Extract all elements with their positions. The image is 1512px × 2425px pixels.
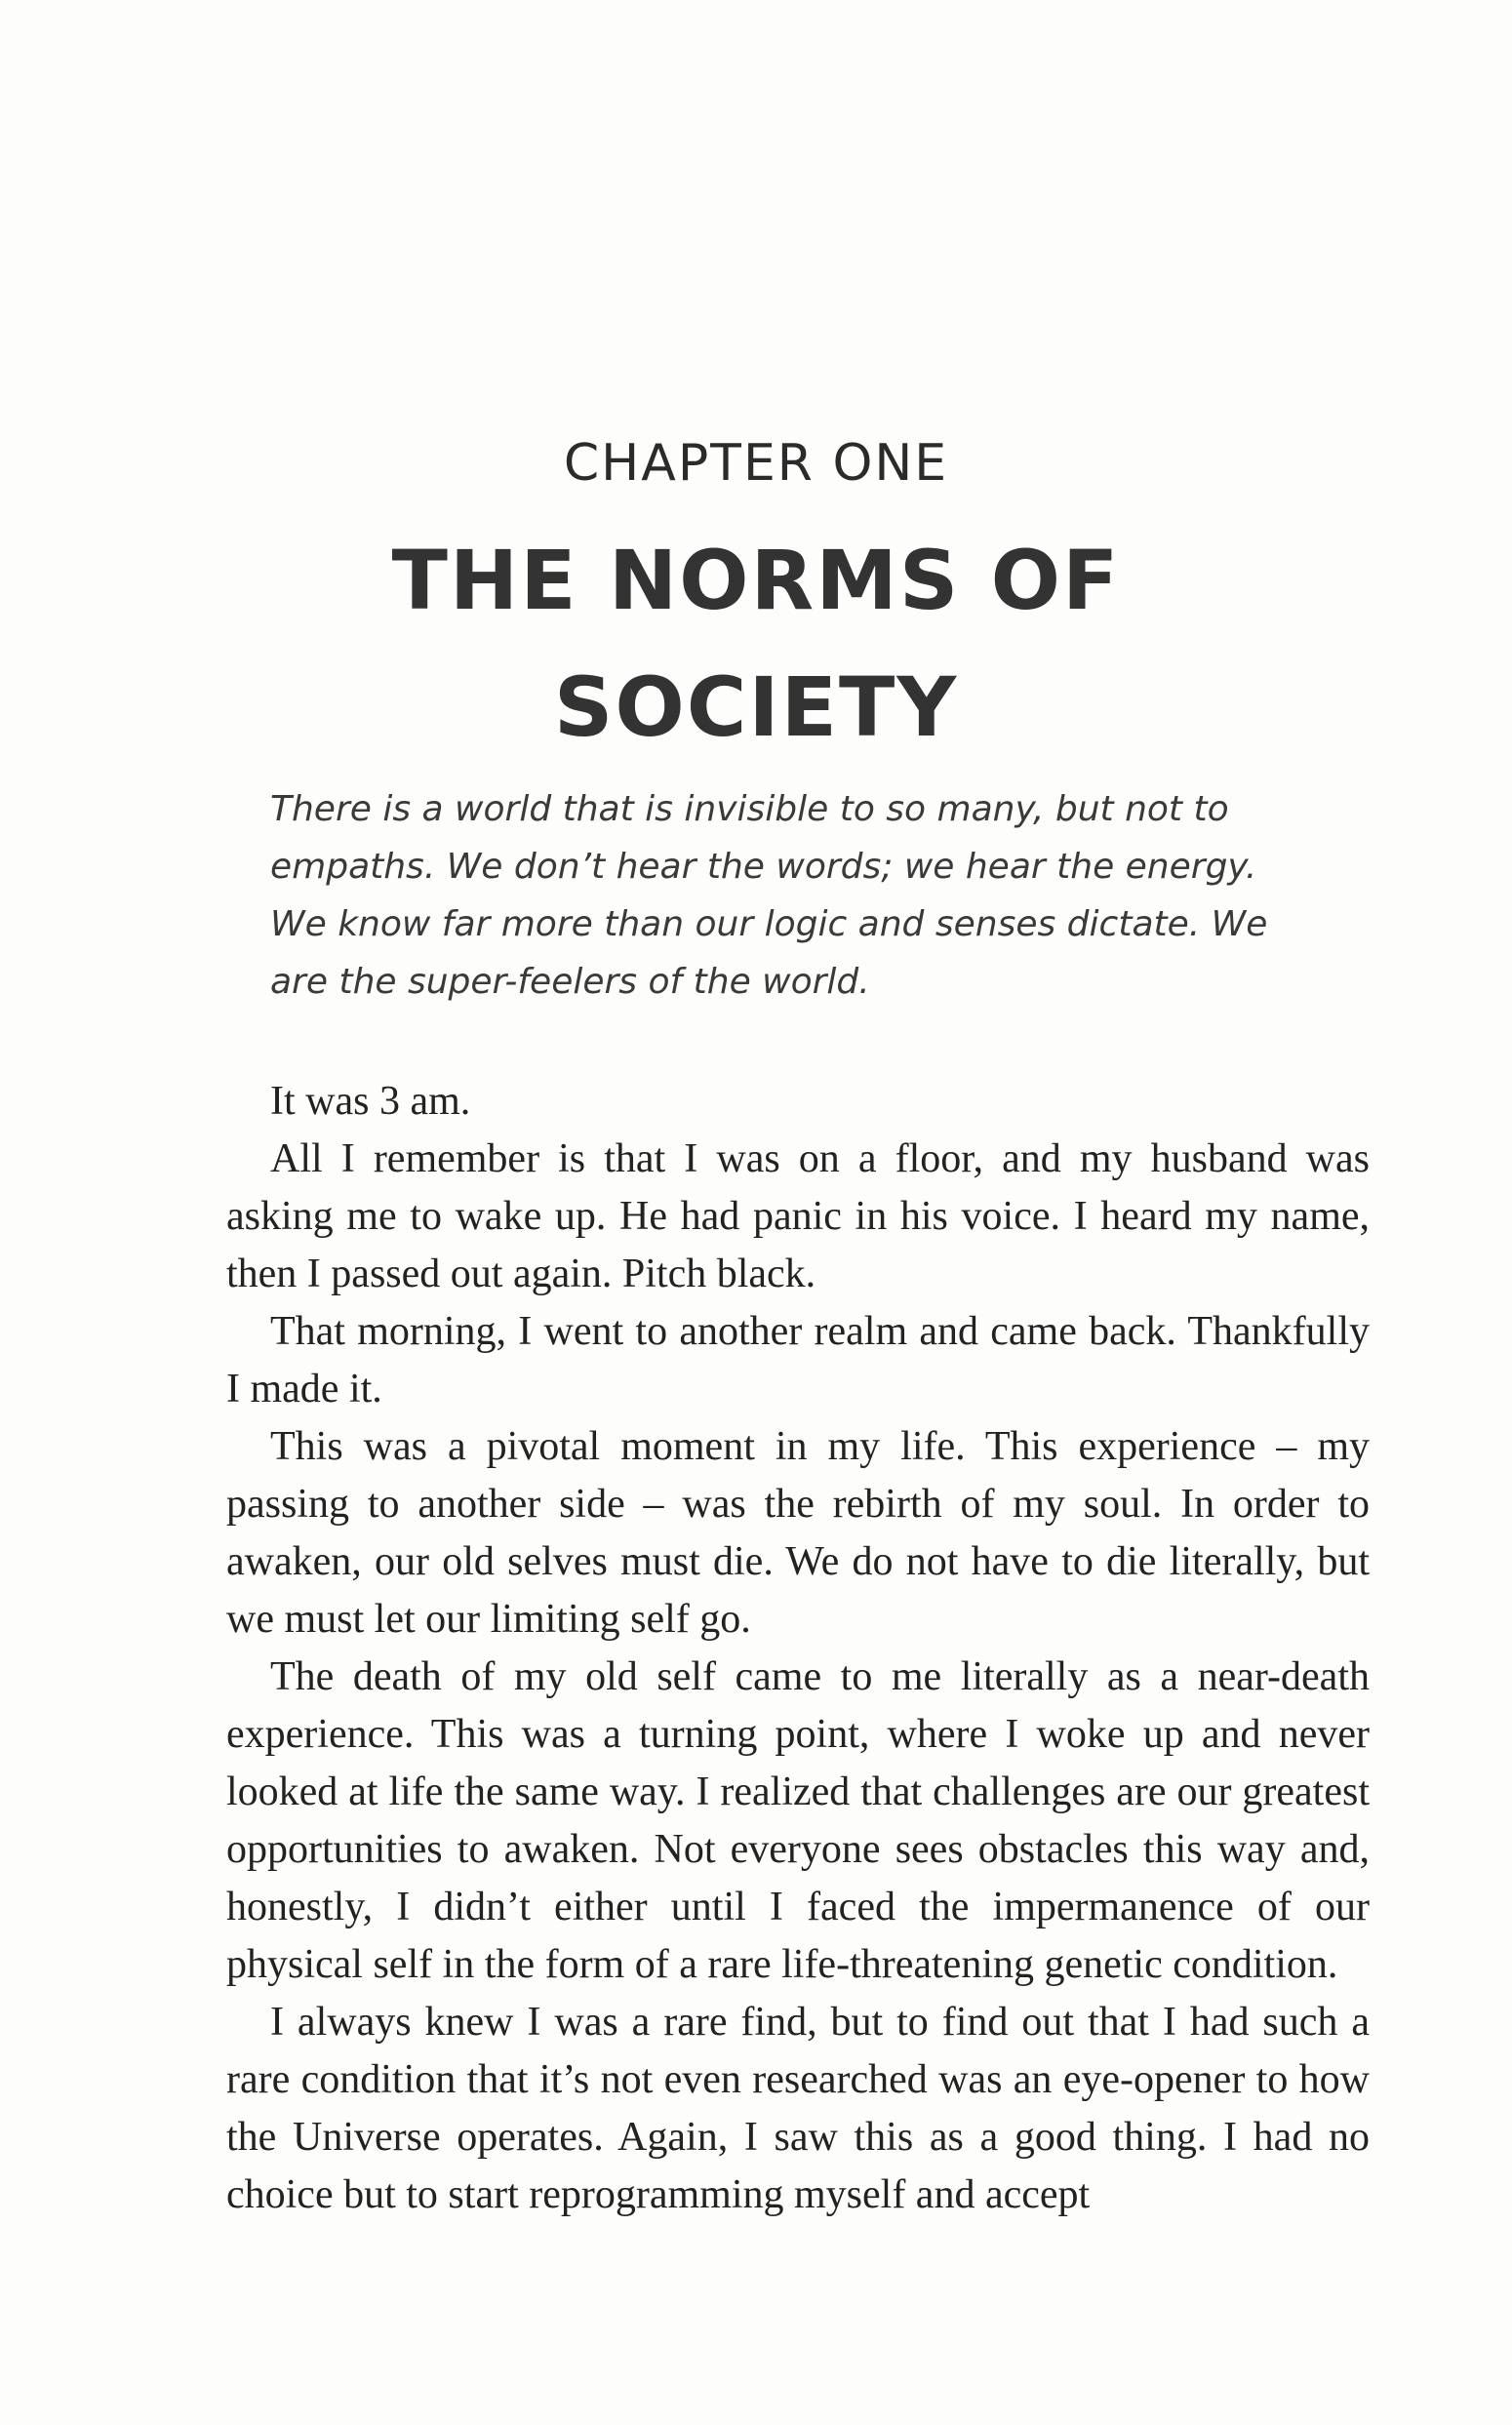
paragraph: The death of my old self came to me literally as a near-death experience. This was a turning point, where I woke up and never looked at life the same way. I realized that challenges are our greatest opportunities to awaken. Not everyone sees obstacles this way and, honestly, I didn’t either until I faced the impermanence of our physical self in the form of a rare life-threatening genetic condition.: [226, 1654, 1370, 1987]
paragraph: All I remember is that I was on a floor, and my husband was asking me to wake up. He had panic in his voice. I heard my name, then I passed out again. Pitch black.: [226, 1136, 1370, 1296]
chapter-title: [0, 517, 1512, 771]
paragraph: This was a pivotal moment in my life. This experience – my passing to another side – was the rebirth of my soul. In order to awaken, our old selves must die. We do not have to die literally, but we must let our limiting self go.: [226, 1424, 1370, 1642]
chapter-label: CHAPTER ONE: [563, 434, 949, 493]
paragraph: I always knew I was a rare find, but to find out that I had such a rare condition that it’s not even researched was an eye-opener to how the Universe operates. Again, I saw this as a good thing. I had no choice but to start reprogramming myself and accept: [226, 2000, 1370, 2217]
chapter-title-line-1: THE NORMS OF: [391, 533, 1121, 628]
epigraph: [270, 780, 1294, 1011]
paragraph: It was 3 am.: [270, 1079, 471, 1124]
chapter-title-line-2: SOCIETY: [553, 659, 959, 755]
paragraph: That morning, I went to another realm and came back. Thankfully I made it.: [226, 1309, 1370, 1411]
body-text: [226, 1073, 1370, 2224]
epigraph-text: There is a world that is invisible to so many, but not to empaths. We don’t hear the words; we hear the energy. We know far more than our logic and senses dictate. We are the super-feelers of the world.: [270, 789, 1268, 1002]
